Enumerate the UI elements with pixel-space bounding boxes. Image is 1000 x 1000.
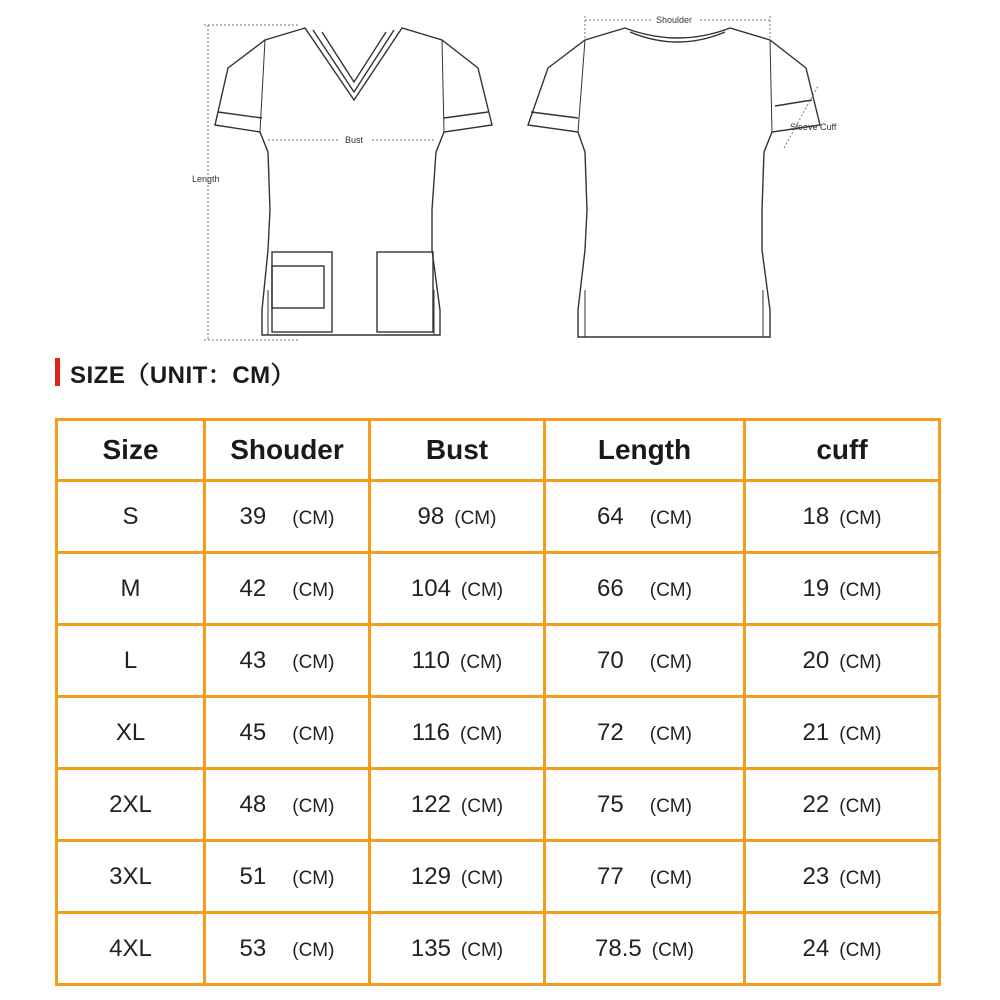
cell-size: L (57, 625, 205, 697)
cell-cuff (745, 841, 940, 913)
length-value: 78.5 (595, 934, 642, 962)
unit-label: (CM) (460, 939, 504, 961)
length-value: 77 (597, 862, 624, 890)
cell-size: 3XL (57, 841, 205, 913)
shoulder-label: Shoulder (656, 15, 693, 25)
cuff-value: 24 (802, 934, 830, 962)
unit-label: (CM) (292, 939, 335, 961)
cuff-value: 21 (802, 718, 830, 746)
cuff-value: 19 (802, 574, 830, 602)
cell-size: 4XL (57, 913, 205, 985)
shoulder-value: 39 (239, 502, 267, 530)
table-row (57, 769, 940, 841)
cell-length (545, 913, 745, 985)
cell-bust (370, 553, 545, 625)
cell-bust (370, 841, 545, 913)
cell-shoulder (205, 913, 370, 985)
shoulder-value: 45 (239, 718, 267, 746)
table-body (57, 481, 940, 985)
bust-label: Bust (345, 135, 364, 145)
bust-value: 122 (410, 790, 451, 818)
cell-shoulder (205, 625, 370, 697)
shoulder-value: 43 (239, 646, 267, 674)
table-row (57, 553, 940, 625)
unit-label: (CM) (839, 651, 882, 673)
size-chart-table (55, 418, 941, 986)
length-value: 70 (597, 646, 624, 674)
length-value: 64 (597, 502, 624, 530)
cell-length (545, 553, 745, 625)
cell-shoulder (205, 769, 370, 841)
cell-bust (370, 625, 545, 697)
table-row (57, 913, 940, 985)
cell-size: S (57, 481, 205, 553)
bust-value: 116 (411, 718, 451, 746)
bust-value: 104 (410, 574, 451, 602)
cell-cuff (745, 769, 940, 841)
back-view-shirt (528, 28, 820, 337)
cell-size: M (57, 553, 205, 625)
header-bust: Bust (370, 420, 545, 481)
bust-value: 129 (410, 862, 451, 890)
unit-label: (CM) (460, 579, 504, 601)
cell-length (545, 769, 745, 841)
shoulder-value: 53 (239, 934, 267, 962)
unit-label: (CM) (839, 867, 882, 889)
table-row (57, 625, 940, 697)
unit-label: (CM) (649, 507, 692, 529)
cell-bust (370, 697, 545, 769)
unit-label: (CM) (292, 651, 335, 673)
title-accent-bar (55, 358, 60, 386)
unit-label: (CM) (839, 723, 882, 745)
sleeve-cuff-measure-line (784, 86, 818, 148)
sleeve-cuff-label: Sleeve Cuff (790, 122, 837, 132)
unit-label: (CM) (292, 507, 335, 529)
bust-value: 98 (417, 502, 445, 530)
front-view-shirt (215, 28, 492, 335)
header-size: Size (57, 420, 205, 481)
unit-label: (CM) (839, 795, 882, 817)
cell-cuff (745, 553, 940, 625)
cuff-value: 20 (802, 646, 830, 674)
unit-label: (CM) (649, 867, 692, 889)
cell-shoulder (205, 553, 370, 625)
cell-length (545, 841, 745, 913)
cell-shoulder (205, 697, 370, 769)
cell-cuff (745, 697, 940, 769)
cell-bust (370, 913, 545, 985)
unit-label: (CM) (460, 795, 504, 817)
shoulder-value: 42 (239, 574, 267, 602)
cell-size: XL (57, 697, 205, 769)
garment-diagram (0, 0, 1000, 350)
cuff-value: 23 (802, 862, 830, 890)
section-title-text: SIZE（UNIT：CM） (70, 361, 296, 389)
unit-label: (CM) (460, 651, 503, 673)
header-length: Length (545, 420, 745, 481)
length-value: 66 (597, 574, 624, 602)
unit-label: (CM) (649, 723, 692, 745)
cell-size: 2XL (57, 769, 205, 841)
unit-label: (CM) (292, 723, 335, 745)
unit-label: (CM) (651, 939, 694, 961)
unit-label: (CM) (649, 651, 692, 673)
unit-label: (CM) (460, 867, 504, 889)
bust-value: 110 (411, 646, 451, 674)
cell-length (545, 697, 745, 769)
unit-label: (CM) (839, 507, 882, 529)
unit-label: (CM) (839, 579, 882, 601)
table-header-row (57, 420, 940, 481)
shoulder-value: 48 (239, 790, 267, 818)
unit-label: (CM) (839, 939, 882, 961)
cell-cuff (745, 625, 940, 697)
bust-value: 135 (410, 934, 451, 962)
cell-bust (370, 481, 545, 553)
unit-label: (CM) (454, 507, 497, 529)
table-row (57, 841, 940, 913)
unit-label: (CM) (292, 795, 335, 817)
length-value: 75 (597, 790, 624, 818)
table-row (57, 481, 940, 553)
length-label: Length (192, 174, 220, 184)
cell-cuff (745, 481, 940, 553)
unit-label: (CM) (292, 867, 335, 889)
cell-shoulder (205, 481, 370, 553)
unit-label: (CM) (649, 795, 692, 817)
table-row (57, 697, 940, 769)
cell-bust (370, 769, 545, 841)
cell-length (545, 625, 745, 697)
length-value: 72 (597, 718, 624, 746)
unit-label: (CM) (460, 723, 503, 745)
unit-label: (CM) (292, 579, 335, 601)
size-section-title (55, 356, 295, 388)
cuff-value: 18 (802, 502, 830, 530)
unit-label: (CM) (649, 579, 692, 601)
header-cuff: cuff (745, 420, 940, 481)
header-shoulder: Shouder (205, 420, 370, 481)
cuff-value: 22 (802, 790, 830, 818)
shoulder-value: 51 (239, 862, 267, 890)
cell-shoulder (205, 841, 370, 913)
cell-cuff (745, 913, 940, 985)
cell-length (545, 481, 745, 553)
